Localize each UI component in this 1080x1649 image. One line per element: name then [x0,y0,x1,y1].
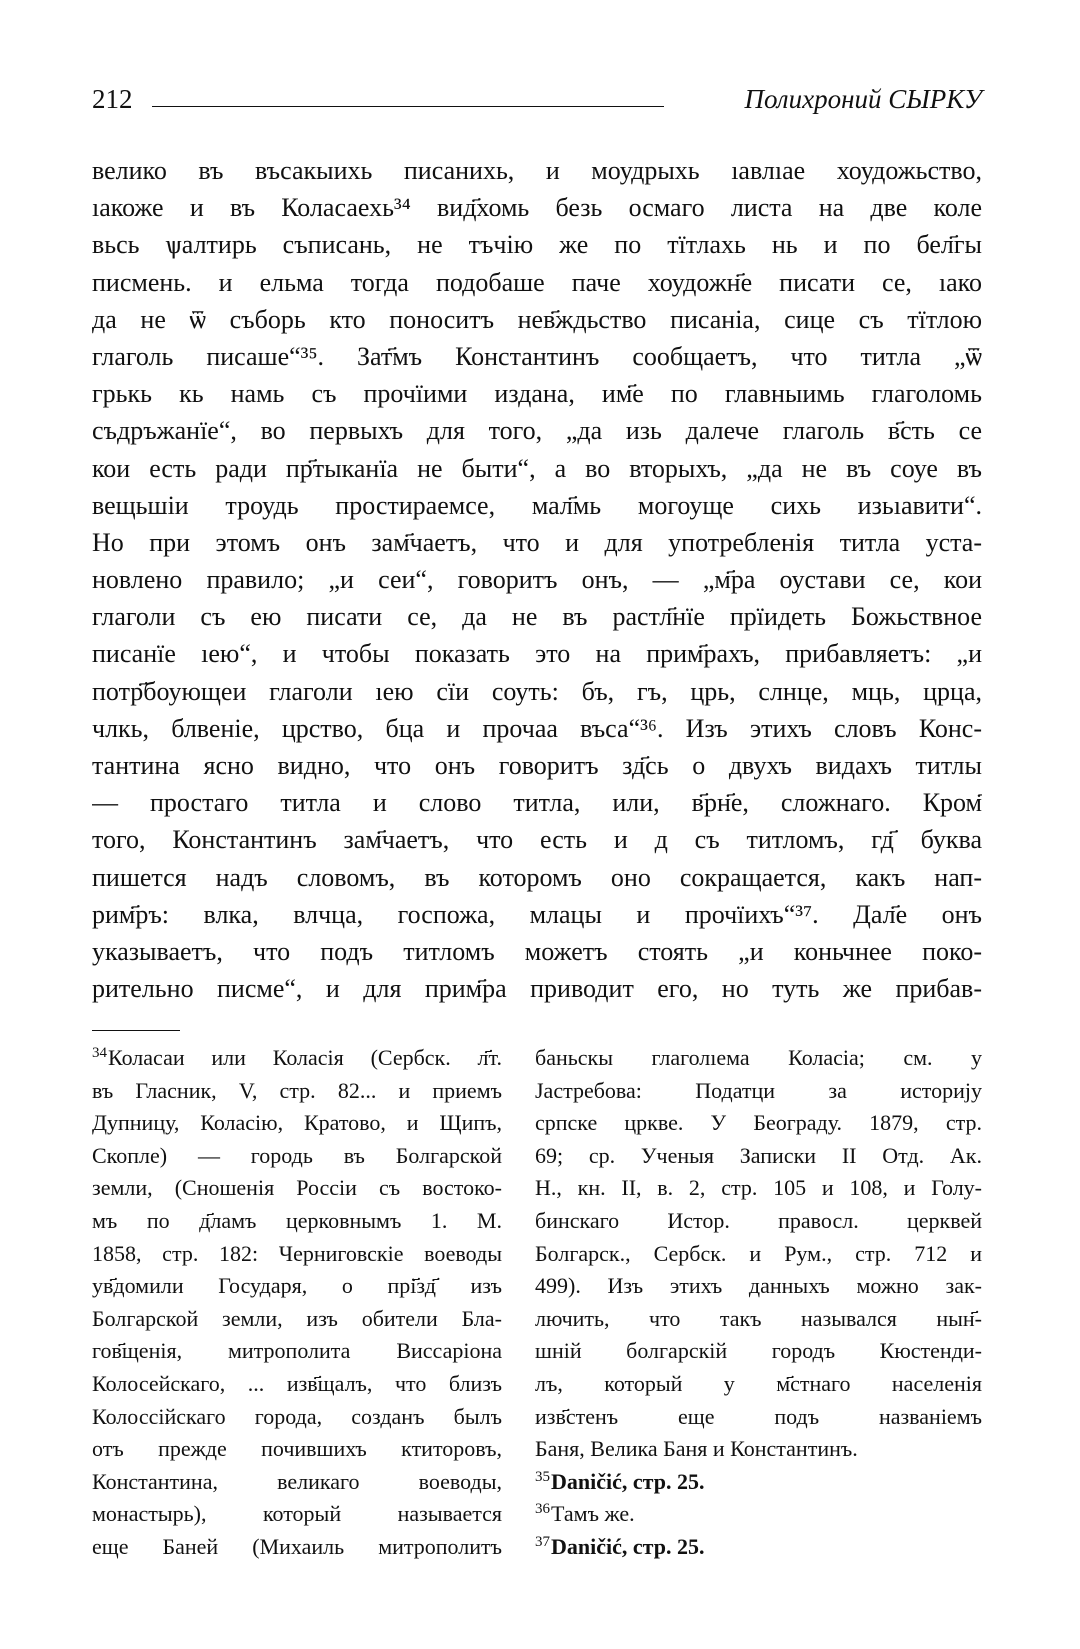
footnote-line: лючить, что такъ назывался нын҃- [535,1305,982,1331]
text-line: пишется надъ словомъ, въ которомъ оно сокращается, какъ нап- [92,862,982,892]
page-header [92,84,982,124]
text-line: грькь кь намь съ прочïими издана, им҃е по главныимь глаголомь [92,379,982,409]
footnote-37-text: Daničić, стр. 25. [551,1533,705,1559]
text-line: члкь, блвеніе, црство, бца и прочаа въса“³⁶. Изъ этихъ словъ Конс- [92,713,982,743]
footnote-line: Јастребова: Податци за историју [535,1077,982,1103]
text-line: кои есть ради пр҃тыканïа не быти“, а во вторыхъ, „да не въ соуе въ [92,453,982,483]
text-line: да не ѿ съборь кто поноситъ нев҃ждьство писаніа, сице съ тïтлою [92,304,982,334]
text-line: съдръжанïе“, во первыхъ для того, „да изь далече глаголь в҃сть се [92,416,982,446]
footnote-35 [535,1466,982,1499]
footnote-34-text: Коласаи или Коласія (Сербск. л҃т. [108,1045,502,1070]
footnote-line: еще Баней (Михаиль митрополитъ [92,1533,502,1559]
text-line: глаголи съ ею писати се, да не въ растл҃нïе прïидеть Божьствное [92,602,982,632]
text-line: писанïе ıею“, и чтобы показать это на прим҃рахъ, прибавляетъ: „и [92,639,982,669]
footnote-35-text: Daničić, стр. 25. [551,1468,705,1494]
footnote-36-text: Тамъ же. [551,1501,635,1527]
text-line: — простаго титла и слово титла, или, в҃рн҃е, сложнаго. Кром҃ [92,788,982,818]
footnote-line: шній болгарскій городъ Кюстенди- [535,1338,982,1364]
footnotes-right-column [535,1042,982,1564]
text-line: велико въ въсакыихь писаниxь, и моудрыхь ıавлıае хоудожьство, [92,156,982,185]
main-text [92,152,982,1007]
footnote-line: српске цркве. У Београду. 1879, стр. [535,1110,982,1136]
text-line: того, Константинъ зам҃чаетъ, что есть и д съ титломъ, гд҃ буква [92,825,982,855]
text-line: вещьшіи троудь простираемсе, мал҃мь могоуще сихь изьıавити“. [92,490,982,520]
text-line: Но при этомъ онъ зам҃чаетъ, что и для употребленія титла уста- [92,527,982,557]
footnote-separator [92,1030,180,1031]
footnote-line [92,1042,502,1075]
text-line: ıакоже и въ Коласаехь³⁴ вид҃хомь безь осмаго лиcта на две коле [92,193,982,223]
footnote-line: изв҃стенъ еще подъ названіемъ [535,1403,982,1429]
footnote-line: Болгарской земли, изъ обители Бла- [92,1305,502,1331]
text-line: потр҃боующеи глаголи ıею сïи соуть: бъ, гъ, црь, слнце, мць, црца, [92,676,982,706]
text-line: указываетъ, что подъ титломъ можетъ стоять „и коньчнее поко- [92,936,982,966]
text-line: рительно писме“, и для прим҃ра приводит его, но туть же прибав- [92,974,982,1004]
footnote-line: Баня, Велика Баня и Константинъ. [535,1436,858,1462]
text-line: писмень. и ельма тогда подобаше паче хоудожн҃е писати се, ıако [92,267,982,297]
text-line: новлено правило; „и сеи“, говоритъ онъ, — „м҃ра оустави се, кои [92,565,982,595]
text-line: рим҃ръ: влка, влчца, госпожа, млацы и прочïихъ“³⁷. Дал҃е онъ [92,899,982,929]
footnote-line: Дупницу, Коласію, Кратово, и Щипъ, [92,1110,502,1136]
footnote-line: лъ, который у м҃стнаго населенія [535,1370,982,1396]
footnote-mark-37: 37 [535,1533,550,1550]
footnote-line: монастырь), который называется [92,1501,502,1527]
footnote-mark-36: 36 [535,1501,550,1518]
footnote-mark-34: 34 [92,1045,107,1061]
footnote-line: земли, (Сношенія Россіи съ востоко- [92,1175,502,1201]
footnotes-left-column [92,1042,502,1564]
footnote-line: Н., кн. II, в. 2, стр. 105 и 108, и Голу- [535,1175,982,1201]
text-line: глаголь писаше“³⁵. Зат҃мъ Константинъ сообщаетъ, что титла „ѿ [92,341,982,371]
footnote-line: Болгарск., Сербск. и Рум., стр. 712 и [535,1240,982,1266]
footnote-line: баньскы глаголıема Коласіа; см. у [535,1045,982,1070]
footnote-line: 69; ср. Ученыя Записки II Отд. Ак. [535,1142,982,1168]
footnote-line: ув҃домили Государя, о прі҃зд҃ изъ [92,1273,502,1299]
footnote-line: Колосейскаго, ... изв҃щалъ, что близъ [92,1370,502,1396]
footnote-mark-35: 35 [535,1468,550,1485]
footnote-line: Колоссійскаго города, созданъ былъ [92,1403,502,1429]
footnote-line: мъ по д҃ламъ церковнымъ 1. М. [92,1207,502,1233]
footnote-line: бинскаго Истор. правосл. церквей [535,1207,982,1233]
header-rule [152,106,664,107]
text-line: вьсь ѱалтирь съписань, не тъчію же по тïтлахь нь и по бел҃гы [92,230,982,260]
footnote-line: 1858, стр. 182: Черниговскіе воеводы [92,1240,502,1266]
footnote-37 [535,1531,982,1564]
footnote-line: Константина, великаго воеводы, [92,1468,502,1494]
running-head: Полихроний СЫРКУ [744,84,982,114]
footnote-line: Скопле) — городь въ Болгарской [92,1142,502,1168]
footnote-36 [535,1498,982,1531]
footnote-line: 499). Изъ этихъ данныхъ можно зак- [535,1273,982,1299]
page-number: 212 [92,84,133,114]
footnote-line: въ Гласник, V, стр. 82... и приемъ [92,1077,502,1103]
footnote-line: отъ прежде почившихъ ктиторовъ, [92,1436,502,1462]
footnote-line: гов҃щенія, митрополита Виссаріона [92,1338,502,1364]
text-line: тантина ясно видно, что онъ говоритъ зд҃сь о двухъ видахъ титлы [92,751,982,780]
